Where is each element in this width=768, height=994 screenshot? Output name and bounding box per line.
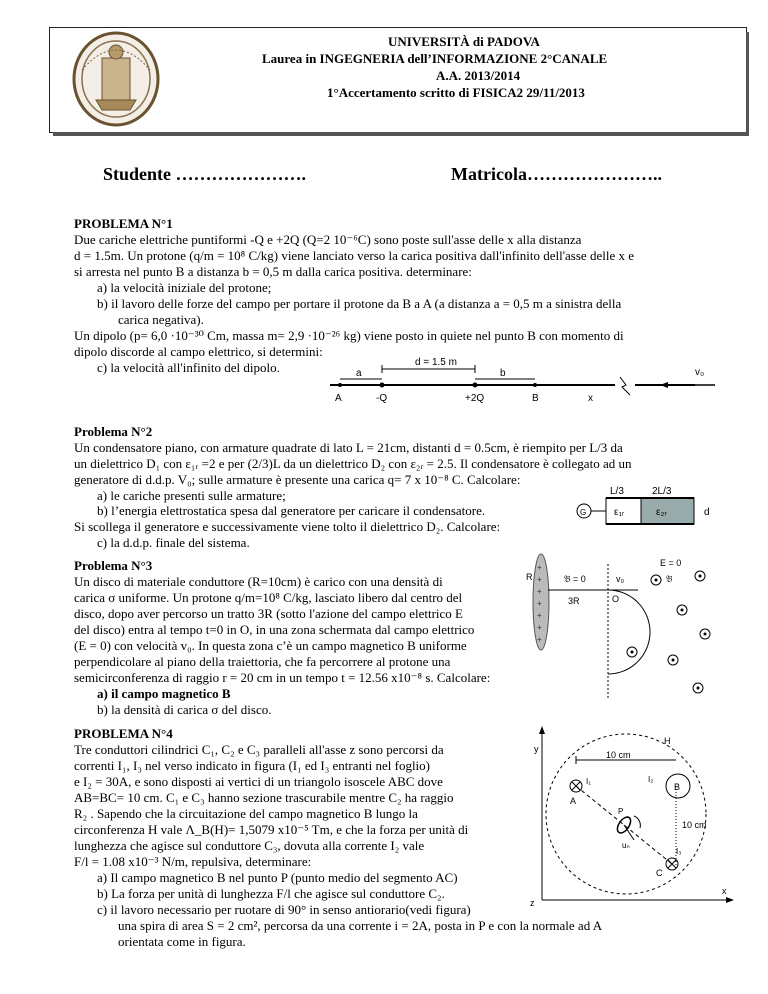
fig2-e1-label: ε₁ᵣ <box>614 507 625 518</box>
fig4-I1-label: I₁ <box>586 777 591 786</box>
problem1-line1: Due cariche elettriche puntiformi -Q e +2Q (Q=2 10⁻⁶C) sono poste sull'asse delle x alla distanza <box>74 232 582 247</box>
fig1-x-label: x <box>588 393 593 404</box>
fig3-B0-label: 𝔅 = 0 <box>564 574 586 584</box>
problem2-line3: generatore di d.d.p. V₀; sulle armature è presente una carica q= 7 x 10⁻⁸ C. Calcolare: <box>74 472 521 487</box>
matricola-field: Matricola………………….. <box>451 164 662 184</box>
fig1-a-label: a <box>356 368 362 379</box>
student-field: Studente …………………. <box>103 164 307 184</box>
problem4-item-a: a) Il campo magnetico B nel punto P (punto medio del segmento AC) <box>97 870 458 885</box>
svg-text:+: + <box>537 623 542 632</box>
figure-charges <box>320 355 730 415</box>
fig4-I2-label: I₂ <box>648 775 654 784</box>
problem3-line3: disco, dopo aver percorso un tratto 3R (sotto l'azione del campo elettrico E <box>74 606 463 621</box>
problem1-line4: Un dipolo (p= 6,0 ·10⁻³⁰ Cm, massa m= 2,9 ·10⁻²⁶ kg) viene posto in quiete nel punto B con momento di <box>74 328 624 343</box>
fig1-v0-label: v₀ <box>695 367 705 378</box>
figure-disk <box>520 552 740 702</box>
problem2-title: Problema N°2 <box>74 424 153 439</box>
fig3-B-label: 𝔅 <box>666 574 673 584</box>
header-line3: A.A. 2013/2014 <box>436 68 521 83</box>
problem4-line1: Tre conduttori cilindrici C₁, C₂ e C₃ paralleli all'asse z sono percorsi da <box>74 742 444 757</box>
fig3-3R-label: 3R <box>568 596 580 606</box>
fig2-d-label: d <box>704 507 710 518</box>
svg-text:+: + <box>537 575 542 584</box>
problem4-line6: circonferenza H vale Λ_B(H)= 1,5079 x10⁻⁵ Tm, e che la forza per unità di <box>74 822 469 837</box>
problem1-line3: si arresta nel punto B a distanza b = 0,5 m dalla carica positiva. determinare: <box>74 264 472 279</box>
svg-text:+: + <box>537 599 542 608</box>
header-line1: UNIVERSITÀ di PADOVA <box>388 34 540 49</box>
fig1-mQ-label: -Q <box>376 393 388 404</box>
problem4-item-c-cont1: una spira di area S = 2 cm², percorsa da una corrente i = 2A, posta in P e con la normale ad A <box>118 918 603 933</box>
problem4-line5: R₂ . Sapendo che la circuitazione del campo magnetico B lungo la <box>74 806 418 821</box>
fig1-d-label: d = 1.5 m <box>415 357 457 368</box>
figure-conductors <box>530 724 760 906</box>
problem1-title: PROBLEMA N°1 <box>74 216 173 231</box>
fig4-un-label: uₙ <box>622 841 630 850</box>
problem1-item-c: c) la velocità all'infinito del dipolo. <box>97 360 280 375</box>
problem2-line1: Un condensatore piano, con armature quadrate di lato L = 21cm, distanti d = 0.5cm, è riempito per L/3 da <box>74 440 623 455</box>
fig3-v0-label: v₀ <box>616 574 625 584</box>
problem3-line6: perpendicolare al piano della traiettoria, che fa percorrere al protone una <box>74 654 451 669</box>
problem3-line1: Un disco di materiale conduttore (R=10cm) è carico con una densità di <box>74 574 443 589</box>
problem3-line7: semicirconferenza di raggio r = 20 cm in un tempo t = 12.56 x10⁻⁸ s. Calcolare: <box>74 670 491 685</box>
problem3-line2: carica σ uniforme. Un protone q/m=10⁸ C/kg, lasciato libero dal centro del <box>74 590 463 605</box>
svg-text:+: + <box>537 563 542 572</box>
seal-icon <box>70 30 162 128</box>
fig2-e2-label: ε₂ᵣ <box>656 507 667 518</box>
problem4-line7: lunghezza che agisce sul conduttore C₃, dovuta alla corrente I₂ vale <box>74 838 425 853</box>
problem3-item-b: b) la densità di carica σ del disco. <box>97 702 272 717</box>
problem4-item-c: c) il lavoro necessario per ruotare di 90° in senso antiorario(vedi figura) <box>97 902 471 917</box>
fig3-E0-label: E = 0 <box>660 558 682 568</box>
problem1-line5: dipolo discorde al campo elettrico, si determini: <box>74 344 323 359</box>
problem3-item-a: a) il campo magnetico B <box>97 686 231 701</box>
svg-text:+: + <box>537 587 542 596</box>
problem2-item-b: b) l’energia elettrostatica spesa dal generatore per caricare il condensatore. <box>97 503 486 518</box>
problem2-item-a: a) le cariche presenti sulle armature; <box>97 488 286 503</box>
fig4-z-label: z <box>530 898 535 906</box>
problem1-item-a: a) la velocità iniziale del protone; <box>97 280 272 295</box>
problem1-line2: d = 1.5m. Un protone (q/m = 10⁸ C/kg) viene lanciato verso la carica positiva dall'infinito dell'asse delle x e <box>74 248 634 263</box>
fig3-R-label: R <box>526 572 533 582</box>
problem2-line2: un dielettrico D₁ con ε₁ᵣ =2 e per (2/3)L da un dielettrico D₂ con ε₂ᵣ = 2.5. Il condensatore è collegato ad un <box>74 456 632 471</box>
fig4-x-label: x <box>722 886 727 896</box>
problem3-line4: del disco) entra al tempo t=0 in O, in una zona schermata dal campo elettrico <box>74 622 475 637</box>
fig4-P-label: P <box>618 807 624 816</box>
problem4-line3: e I₂ = 30A, e sono disposti ai vertici di un triangolo isoscele ABC dove <box>74 774 443 789</box>
fig1-A-label: A <box>335 393 342 404</box>
fig4-10cm-b-label: 10 cm <box>682 820 707 830</box>
svg-text:+: + <box>537 611 542 620</box>
problem4-title: PROBLEMA N°4 <box>74 726 173 741</box>
fig4-C-label: C <box>656 868 663 878</box>
svg-text:+: + <box>537 635 542 644</box>
header-line4: 1°Accertamento scritto di FISICA2 29/11/2013 <box>327 85 585 100</box>
fig4-I3-label: I₃ <box>676 847 682 856</box>
problem2-item-c: c) la d.d.p. finale del sistema. <box>97 535 250 550</box>
fig2-L23-label: 2L/3 <box>652 486 672 497</box>
problem4-line2: correnti I₁, I₃ nel verso indicato in figura (I₁ ed I₃ entranti nel foglio) <box>74 758 431 773</box>
fig4-y-label: y <box>534 744 539 754</box>
problem4-line8: F/l = 1.08 x10⁻³ N/m, repulsiva, determinare: <box>74 854 312 869</box>
fig2-G-label: G <box>580 508 587 517</box>
fig4-10cm-a-label: 10 cm <box>606 750 631 760</box>
header-line2: Laurea in INGEGNERIA dell’INFORMAZIONE 2°CANALE <box>262 51 608 66</box>
problem2-line4: Si scollega il generatore e successivamente viene tolto il dielettrico D₂. Calcolare: <box>74 519 501 534</box>
fig4-B-label: B <box>674 782 681 792</box>
fig1-pQ-label: +2Q <box>465 393 485 404</box>
problem1-item-b-cont: carica negativa). <box>118 312 204 327</box>
problem3-title: Problema N°3 <box>74 558 153 573</box>
fig4-A-label: A <box>570 796 577 806</box>
fig2-L3-label: L/3 <box>610 486 624 497</box>
problem1-item-b: b) il lavoro delle forze del campo per portare il protone da B a A (a distanza a = 0,5 m a sinistra della <box>97 296 622 311</box>
fig1-b-label: b <box>500 368 506 379</box>
fig3-O-label: O <box>612 594 620 604</box>
problem4-item-c-cont2: orientata come in figura. <box>118 934 246 949</box>
problem4-item-b: b) La forza per unità di lunghezza F/l che agisce sul conduttore C₂. <box>97 886 445 901</box>
problem3-line5: (E = 0) con velocità v₀. In questa zona c’è un campo magnetico B uniforme <box>74 638 467 653</box>
problem4-line4: AB=BC= 10 cm. C₁ e C₃ hanno sezione trascurabile mentre C₂ ha raggio <box>74 790 454 805</box>
fig1-B-label: B <box>532 393 539 404</box>
figure-capacitor <box>568 484 718 532</box>
fig4-H-label: H <box>664 736 671 746</box>
